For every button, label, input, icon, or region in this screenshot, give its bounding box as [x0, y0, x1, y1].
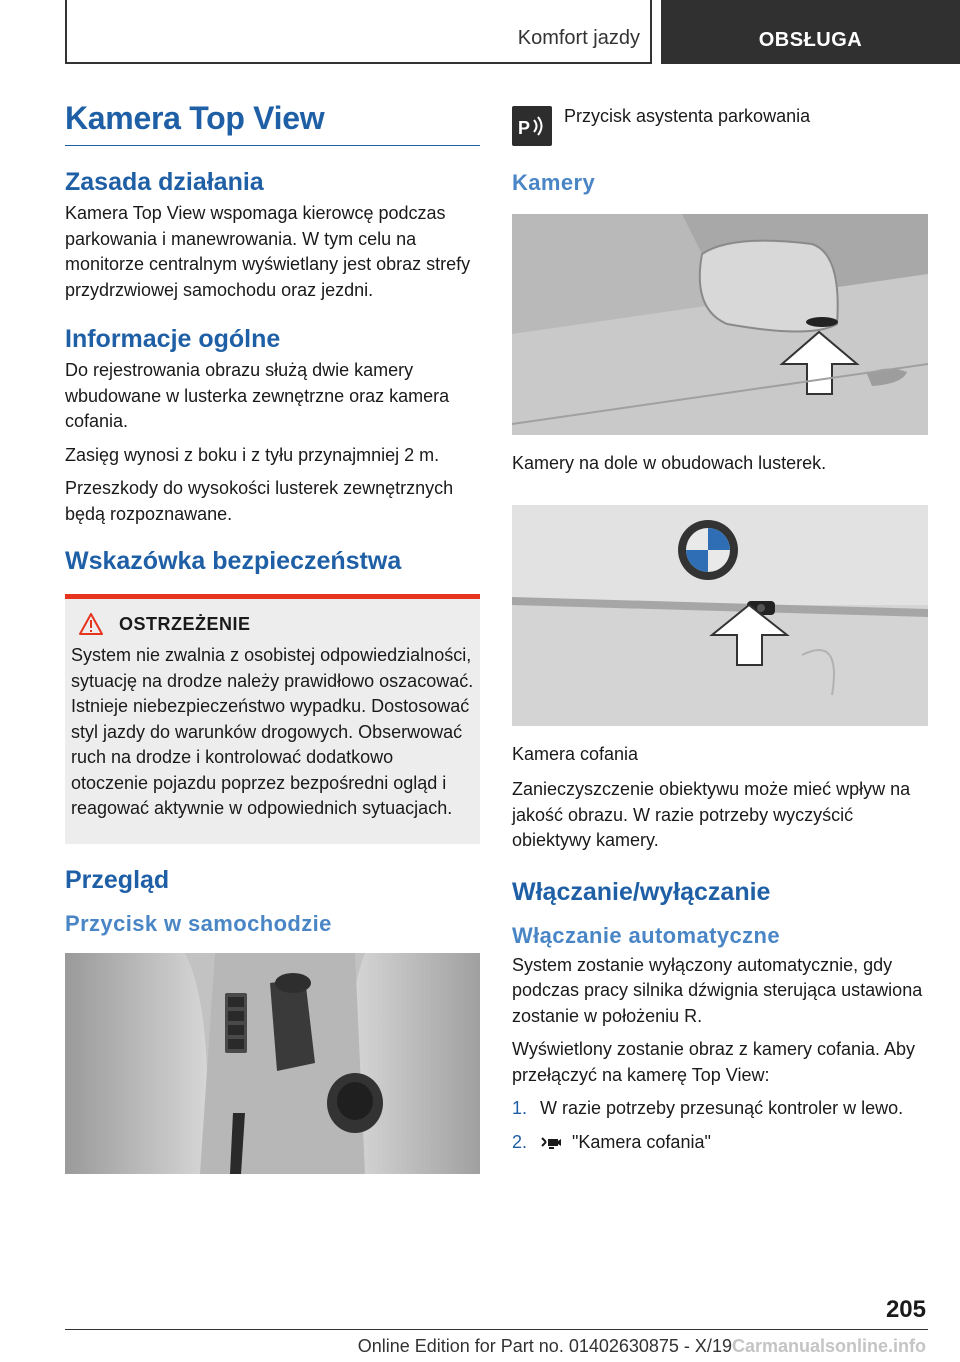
warning-title	[71, 613, 474, 635]
general-text-1: Do rejestrowania obrazu służą dwie kamery wbudowane w lusterka zewnętrzne oraz kamera cofania.	[65, 360, 450, 431]
general-text-3: Przeszkody do wysokości lusterek zewnętrznych będą rozpoznawane.	[65, 478, 454, 524]
header-box	[65, 0, 652, 64]
chapter-tab	[661, 0, 960, 64]
chapter-tab-label: OBSŁUGA	[758, 29, 863, 51]
section-title: Komfort jazdy	[517, 27, 640, 49]
steps-list	[512, 1096, 928, 1155]
rear-camera-photo	[512, 505, 928, 726]
auto-on-heading: Włączanie automatyczne	[512, 922, 780, 948]
overview-heading: Przegląd	[65, 865, 170, 894]
mirror-camera-photo	[512, 214, 928, 435]
auto-on-text-2: Wyświetlony zostanie obraz z kamery cofania. Aby przełączyć na kamerę Top View:	[512, 1039, 916, 1085]
parking-assist-icon	[512, 106, 552, 146]
left-column	[65, 96, 480, 1174]
step-item	[512, 1130, 928, 1156]
parking-assist-button-label: Przycisk asystenta parkowania	[564, 106, 811, 126]
auto-on-text-1: System zostanie wyłączony automatycznie, gdy podczas pracy silnika dźwignia sterująca ustawiona zostanie w położeniu R.	[512, 954, 923, 1026]
step-text: W razie potrzeby przesunąć kontroler w lewo.	[540, 1098, 904, 1118]
step-item	[512, 1096, 928, 1122]
cameras-heading: Kamery	[512, 170, 596, 195]
lens-dirt-text: Zanieczyszczenie obiektywu może mieć wpływ na jakość obrazu. W razie potrzeby wyczyścić obiektywy kamery.	[512, 779, 911, 850]
rear-camera-icon	[540, 1134, 562, 1152]
parking-assist-button-icon[interactable]	[512, 106, 552, 146]
parking-assist-button-row	[512, 96, 928, 156]
mirror-camera-illustration	[512, 214, 928, 435]
center-console-photo	[65, 953, 480, 1174]
watermark: Carmanualsonline.info	[731, 1336, 926, 1356]
page-number: 205	[885, 1296, 926, 1323]
page-header	[65, 0, 960, 64]
principle-heading: Zasada działania	[65, 168, 264, 196]
warning-triangle-icon	[79, 613, 103, 635]
overview-subheading: Przycisk w samochodzie	[65, 910, 332, 936]
rear-camera-illustration	[512, 505, 928, 726]
general-text-2: Zasięg wynosi z boku i z tyłu przynajmniej 2 m.	[65, 444, 440, 465]
step-text: "Kamera cofania"	[572, 1131, 711, 1152]
step-number: 1.	[512, 1098, 528, 1118]
general-heading: Informacje ogólne	[65, 325, 281, 353]
onoff-heading: Włączanie/wyłączanie	[512, 877, 771, 906]
page-title: Kamera Top View	[65, 96, 480, 146]
page-footer	[0, 1336, 926, 1357]
rear-camera-caption: Kamera cofania	[512, 743, 639, 764]
edition-text: Online Edition for Part no. 01402630875 - X/19	[357, 1336, 732, 1356]
warning-box	[65, 599, 480, 844]
safety-heading: Wskazówka bezpieczeństwa	[65, 547, 480, 599]
warning-text: System nie zwalnia z osobistej odpowiedzialności, sytuację na drodze należy prawidłowo oszacować. Istnieje niebezpieczeństwo wypadku. Dostosować styl jazdy do warunków drogowych. Obserwować ruch na drodze i kontrolować dodatkowo otoczenie pojazdu poprzez bezpośredni ogląd i reagować aktywnie w odpowiednich sytuacjach.	[71, 645, 474, 818]
footer-divider	[65, 1329, 928, 1330]
center-console-illustration	[65, 953, 480, 1174]
principle-text: Kamera Top View wspomaga kierowcę podczas parkowania i manewrowania. W tym celu na monitorze centralnym wyświetlany jest obraz strefy przydrzwiowej samochodu oraz jezdni.	[65, 203, 471, 300]
mirror-camera-caption: Kamery na dole w obudowach lusterek.	[512, 453, 827, 473]
right-column	[512, 96, 928, 1163]
svg-text:P: P	[518, 118, 531, 138]
warning-title-text: OSTRZEŻENIE	[119, 613, 251, 634]
step-number: 2.	[512, 1131, 528, 1152]
